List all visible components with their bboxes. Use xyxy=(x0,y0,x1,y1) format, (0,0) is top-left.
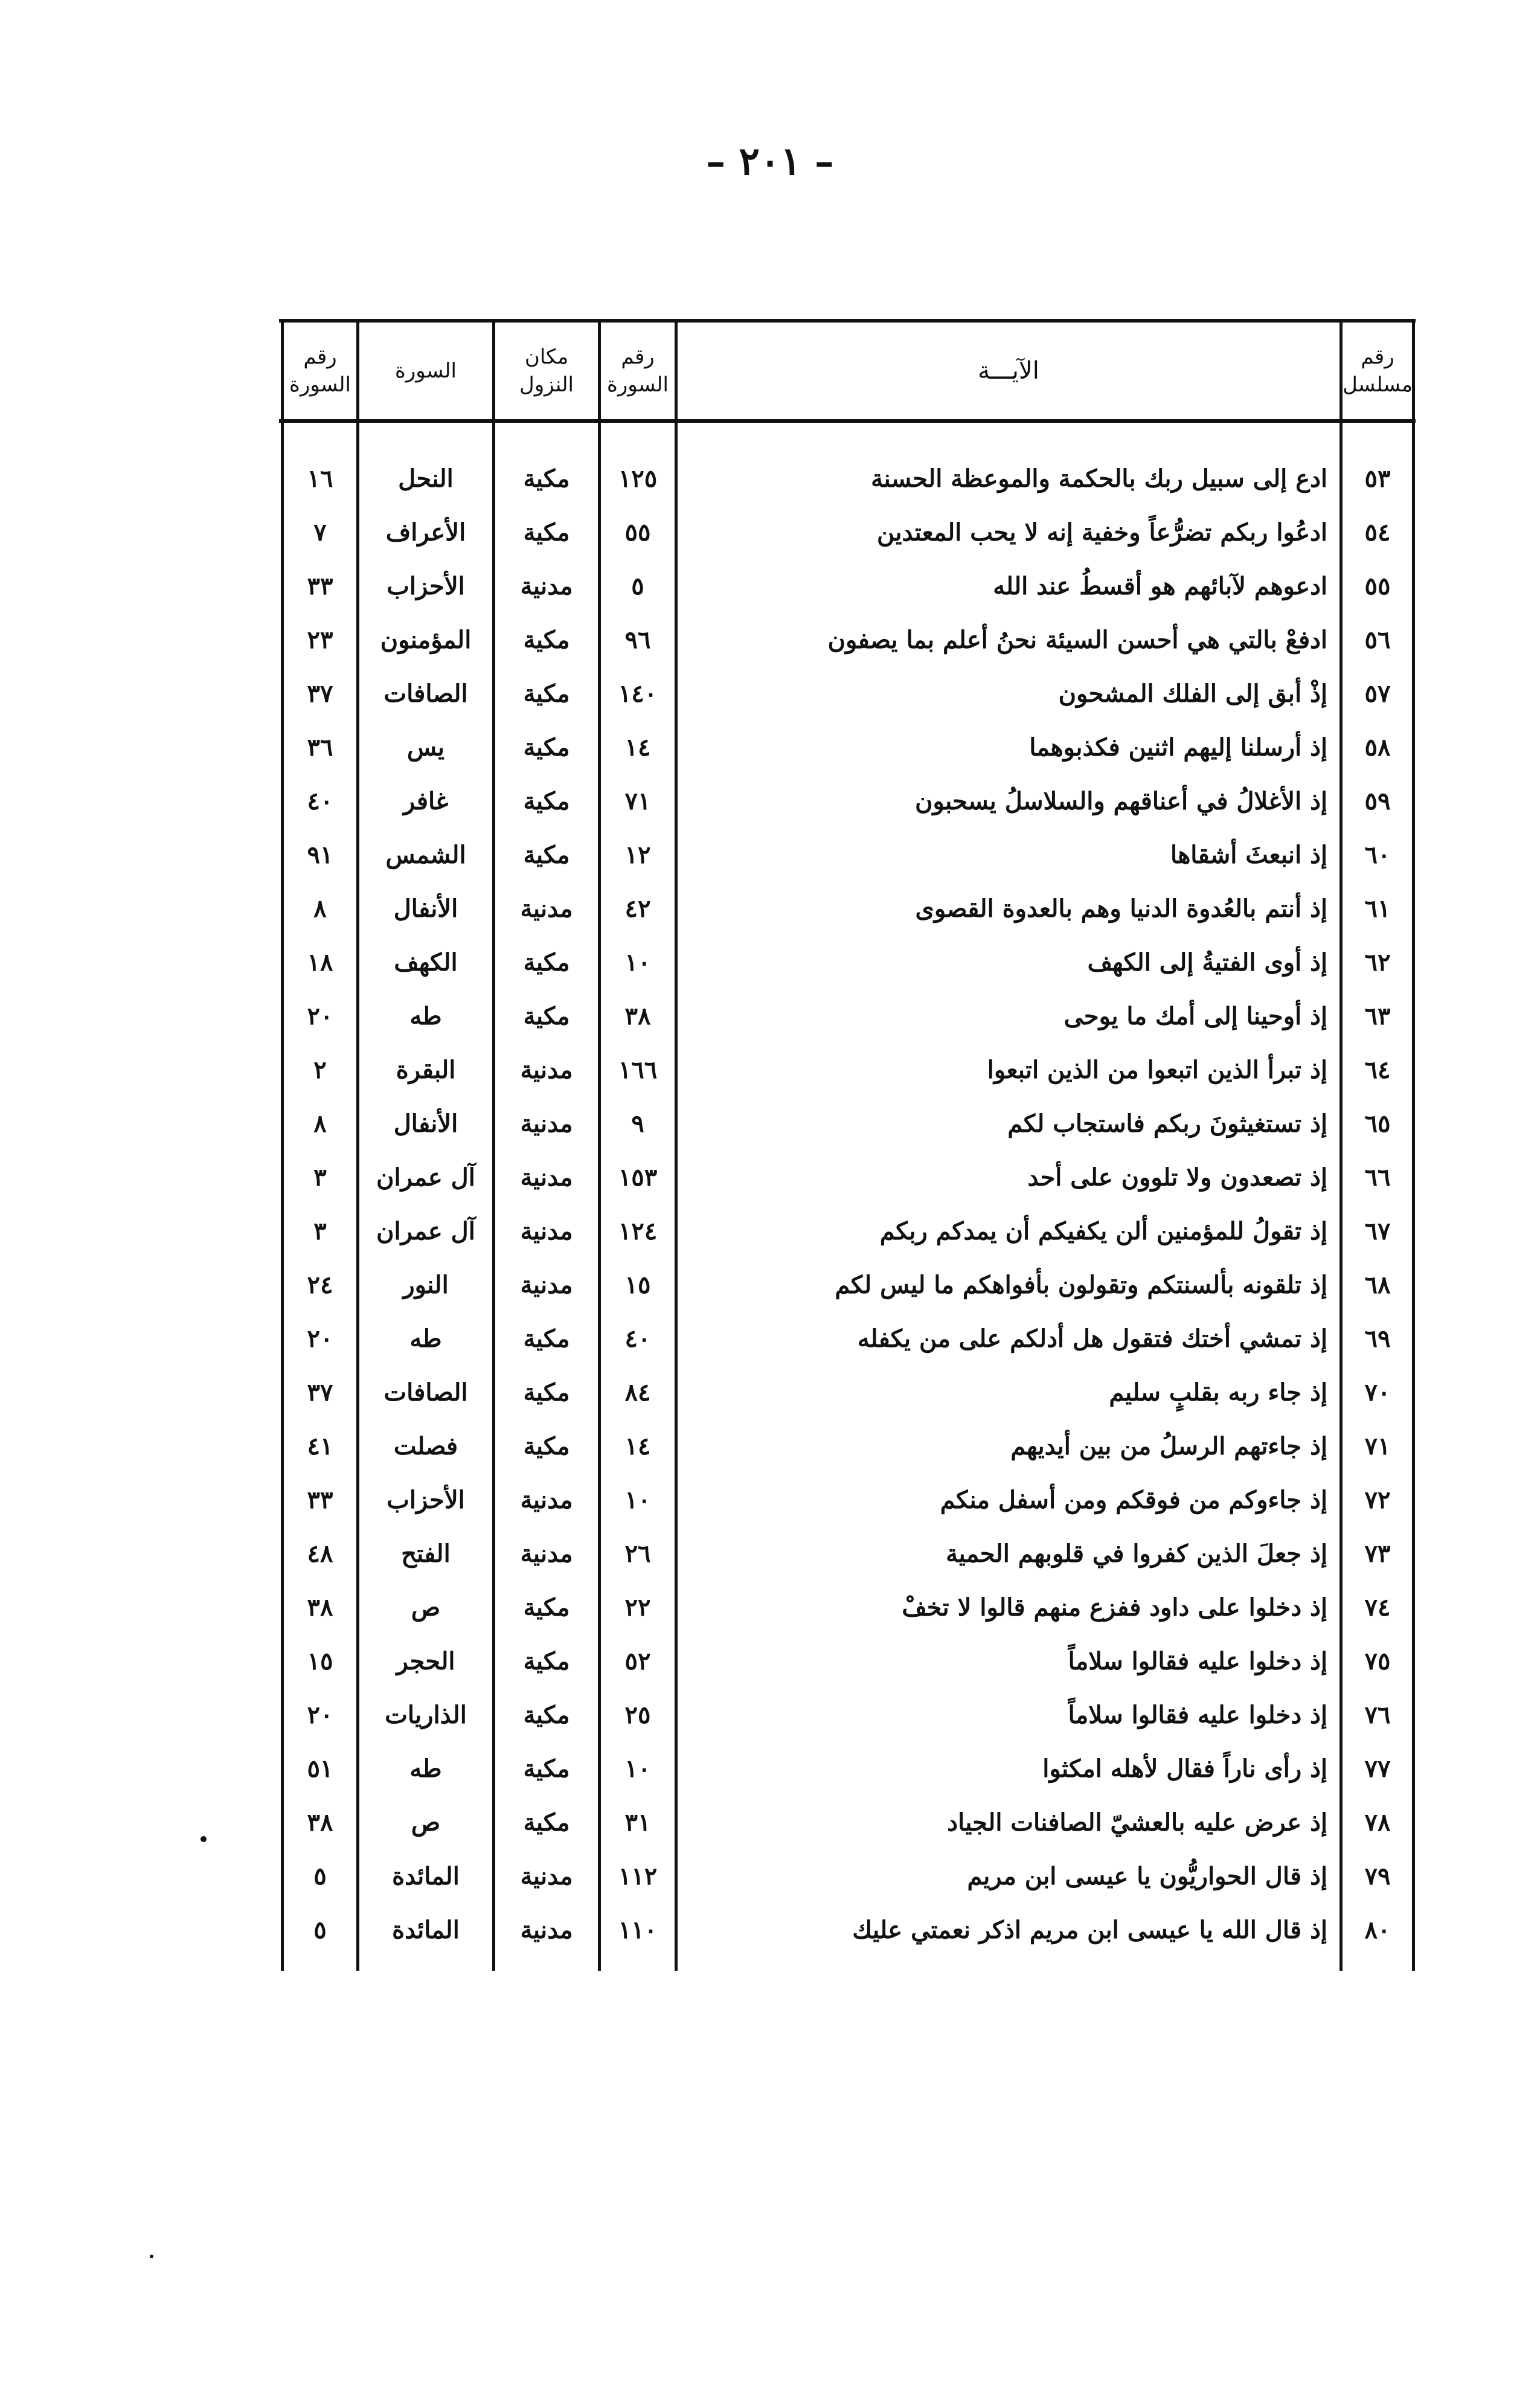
row-serial-number: ٦٨ xyxy=(1364,1271,1391,1299)
row-verse-number: ١٥ xyxy=(624,1271,651,1299)
table-row xyxy=(279,1204,1416,1258)
scan-speck xyxy=(201,1836,207,1842)
row-surah-name: النحل xyxy=(398,464,454,493)
row-serial-number: ٧٩ xyxy=(1364,1862,1391,1890)
row-surah-number: ٢٣ xyxy=(307,626,333,654)
row-verse-text: إذ تلقونه بألسنتكم وتقولون بأفواهكم ما ليس لكم xyxy=(835,1271,1327,1299)
row-revelation-place: مدنية xyxy=(520,1217,573,1245)
row-verse-number: ١٢ xyxy=(624,841,651,869)
row-surah-name: البقرة xyxy=(396,1056,456,1084)
row-verse-number: ٣٨ xyxy=(624,1002,651,1030)
row-surah-number: ٣٧ xyxy=(307,679,333,708)
row-verse-text: إذ دخلوا عليه فقالوا سلاماً xyxy=(1068,1647,1327,1675)
row-surah-number: ٣ xyxy=(313,1217,327,1245)
row-revelation-place: مكية xyxy=(523,1755,570,1783)
table-row xyxy=(279,1312,1416,1366)
row-surah-name: الحجر xyxy=(396,1647,455,1675)
row-surah-name: آل عمران xyxy=(376,1217,475,1245)
row-serial-number: ٥٩ xyxy=(1364,787,1391,815)
row-serial-number: ٦٤ xyxy=(1364,1056,1391,1084)
row-revelation-place: مدنية xyxy=(520,1916,573,1944)
row-verse-text: ادعوهم لآبائهم هو أقسطُ عند الله xyxy=(993,572,1327,600)
row-verse-number: ٥٥ xyxy=(624,518,651,547)
row-revelation-place: مكية xyxy=(523,1647,570,1675)
row-revelation-place: مدنية xyxy=(520,572,573,600)
row-verse-text: إذ تستغيثونَ ربكم فاستجاب لكم xyxy=(1007,1109,1327,1138)
row-surah-name: الأحزاب xyxy=(387,572,465,600)
row-verse-text: إذ تصعدون ولا تلوون على أحد xyxy=(1027,1163,1327,1192)
row-surah-name: الذاريات xyxy=(385,1701,467,1729)
row-verse-number: ١٥٣ xyxy=(618,1163,658,1192)
table-row xyxy=(279,1473,1416,1527)
row-serial-number: ٧٦ xyxy=(1364,1701,1391,1729)
row-serial-number: ٧٠ xyxy=(1364,1378,1391,1407)
row-revelation-place: مدنية xyxy=(520,1163,573,1192)
row-revelation-place: مكية xyxy=(523,464,570,493)
table-row xyxy=(279,936,1416,989)
row-surah-number: ٨ xyxy=(313,1109,327,1138)
row-verse-number: ١٢٥ xyxy=(618,464,658,493)
row-revelation-place: مكية xyxy=(523,1432,570,1460)
row-verse-number: ٨٤ xyxy=(624,1378,651,1407)
table-row xyxy=(279,506,1416,559)
table-row xyxy=(279,1634,1416,1688)
table-row xyxy=(279,1151,1416,1204)
scan-speck xyxy=(150,2255,153,2258)
row-surah-number: ١٥ xyxy=(307,1647,333,1675)
row-serial-number: ٦١ xyxy=(1364,894,1391,923)
table-row xyxy=(279,774,1416,828)
row-verse-number: ٥٢ xyxy=(624,1647,651,1675)
row-surah-number: ٣٣ xyxy=(307,1486,333,1514)
row-surah-number: ٣ xyxy=(313,1163,327,1192)
row-verse-number: ٢٥ xyxy=(624,1701,651,1729)
row-surah-name: الشمس xyxy=(385,841,466,869)
row-revelation-place: مدنية xyxy=(520,1056,573,1084)
row-serial-number: ٥٦ xyxy=(1364,626,1391,654)
row-serial-number: ٧٣ xyxy=(1364,1540,1391,1568)
row-surah-number: ٧ xyxy=(313,518,327,547)
row-revelation-place: مدنية xyxy=(520,894,573,923)
row-verse-text: إذ أرسلنا إليهم اثنين فكذبوهما xyxy=(1029,733,1327,762)
row-surah-name: الصافات xyxy=(383,1378,468,1407)
table-row xyxy=(279,1903,1416,1957)
row-serial-number: ٥٣ xyxy=(1364,464,1391,493)
row-revelation-place: مدنية xyxy=(520,1486,573,1514)
row-surah-number: ٥ xyxy=(313,1862,327,1890)
row-verse-number: ١٠ xyxy=(624,1755,651,1783)
row-revelation-place: مكية xyxy=(523,1701,570,1729)
row-surah-number: ١٨ xyxy=(307,948,333,977)
row-verse-text: إذ قال الحواريُّون يا عيسى ابن مريم xyxy=(967,1862,1327,1890)
table-row xyxy=(279,1688,1416,1742)
row-surah-name: المائدة xyxy=(392,1916,460,1944)
row-revelation-place: مكية xyxy=(523,841,570,869)
row-verse-text: إذ قال الله يا عيسى ابن مريم اذكر نعمتي عليك xyxy=(852,1916,1327,1944)
row-revelation-place: مكية xyxy=(523,1593,570,1622)
table-body xyxy=(279,452,1416,1957)
table-row xyxy=(279,1527,1416,1581)
row-verse-text: إذ دخلوا عليه فقالوا سلاماً xyxy=(1068,1701,1327,1729)
row-verse-number: ٧١ xyxy=(624,787,651,815)
row-verse-number: ٤٢ xyxy=(624,894,651,923)
row-verse-text: إذ عرض عليه بالعشيّ الصافنات الجياد xyxy=(947,1808,1327,1837)
row-serial-number: ٧٢ xyxy=(1364,1486,1391,1514)
row-serial-number: ٧١ xyxy=(1364,1432,1391,1460)
row-verse-number: ١١٠ xyxy=(618,1916,658,1944)
row-surah-name: المؤمنون xyxy=(380,626,472,654)
row-verse-number: ١٦٦ xyxy=(618,1056,658,1084)
row-surah-number: ٣٨ xyxy=(307,1593,333,1622)
row-surah-number: ٤١ xyxy=(307,1432,333,1460)
row-verse-text: إذ رأى ناراً فقال لأهله امكثوا xyxy=(1042,1755,1327,1783)
row-verse-text: إذ تبرأ الذين اتبعوا من الذين اتبعوا xyxy=(987,1056,1327,1084)
row-surah-name: يس xyxy=(406,733,445,762)
table-row xyxy=(279,721,1416,774)
row-serial-number: ٥٧ xyxy=(1364,679,1391,708)
row-surah-name: الأنفال xyxy=(393,1109,458,1138)
row-verse-text: ادفعْ بالتي هي أحسن السيئة نحنُ أعلم بما يصفون xyxy=(827,626,1327,654)
row-verse-number: ٢٦ xyxy=(624,1540,651,1568)
table-row xyxy=(279,882,1416,936)
row-verse-text: ادع إلى سبيل ربك بالحكمة والموعظة الحسنة xyxy=(871,464,1327,493)
row-verse-text: إذ دخلوا على داود ففزع منهم قالوا لا تخفْ xyxy=(902,1593,1327,1622)
header-surah-name: السورة xyxy=(395,359,457,383)
header-surah-number: رقم السورة xyxy=(289,345,351,397)
table-row xyxy=(279,828,1416,882)
row-serial-number: ٧٨ xyxy=(1364,1808,1391,1837)
table-row xyxy=(279,613,1416,667)
row-serial-number: ٦٥ xyxy=(1364,1109,1391,1138)
row-verse-text: إذْ أبق إلى الفلك المشحون xyxy=(1058,679,1327,708)
row-surah-number: ٢ xyxy=(313,1056,327,1084)
row-verse-text: إذ أوى الفتيةُ إلى الكهف xyxy=(1087,948,1327,977)
table-row xyxy=(279,1796,1416,1849)
row-verse-number: ٩٦ xyxy=(624,626,651,654)
row-verse-number: ١٢٤ xyxy=(618,1217,658,1245)
row-surah-name: ص xyxy=(411,1593,441,1622)
table-header xyxy=(279,319,1416,423)
row-verse-number: ١٠ xyxy=(624,1486,651,1514)
row-surah-name: طه xyxy=(409,1002,442,1030)
row-revelation-place: مدنية xyxy=(520,1109,573,1138)
row-surah-number: ٨ xyxy=(313,894,327,923)
page-number: – ٢٠١ – xyxy=(706,139,834,184)
table-row xyxy=(279,1581,1416,1634)
row-revelation-place: مدنية xyxy=(520,1540,573,1568)
row-revelation-place: مكية xyxy=(523,1808,570,1837)
row-revelation-place: مكية xyxy=(523,948,570,977)
table-row xyxy=(279,1097,1416,1151)
row-serial-number: ٥٤ xyxy=(1364,518,1391,547)
table-row xyxy=(279,1366,1416,1419)
table-row xyxy=(279,1419,1416,1473)
row-surah-number: ٩١ xyxy=(307,841,333,869)
row-verse-text: إذ جاءتهم الرسلُ من بين أيديهم xyxy=(1010,1432,1327,1460)
header-verse-number: رقم السورة xyxy=(607,345,669,397)
row-verse-number: ١٤ xyxy=(624,733,651,762)
row-surah-number: ١٦ xyxy=(307,464,333,493)
row-surah-number: ٣٨ xyxy=(307,1808,333,1837)
row-verse-number: ٣١ xyxy=(624,1808,651,1837)
row-verse-number: ١٤٠ xyxy=(618,679,658,708)
header-serial: رقم مسلسل xyxy=(1343,345,1413,397)
row-serial-number: ٦٠ xyxy=(1364,841,1391,869)
row-revelation-place: مدنية xyxy=(520,1862,573,1890)
row-surah-name: طه xyxy=(409,1755,442,1783)
row-verse-text: إذ أوحينا إلى أمك ما يوحى xyxy=(1064,1002,1327,1030)
row-surah-name: الأعراف xyxy=(385,518,466,547)
row-surah-number: ٤٨ xyxy=(307,1540,333,1568)
row-verse-text: إذ انبعثَ أشقاها xyxy=(1170,841,1327,869)
table-row xyxy=(279,452,1416,506)
row-surah-name: الكهف xyxy=(394,948,458,977)
row-surah-number: ٥ xyxy=(313,1916,327,1944)
row-surah-number: ٣٦ xyxy=(307,733,333,762)
row-surah-name: الأنفال xyxy=(393,894,458,923)
row-serial-number: ٥٥ xyxy=(1364,572,1391,600)
row-surah-name: النور xyxy=(403,1271,449,1299)
row-revelation-place: مكية xyxy=(523,1325,570,1353)
table-row xyxy=(279,1742,1416,1796)
row-revelation-place: مكية xyxy=(523,1378,570,1407)
row-verse-text: إذ جاءوكم من فوقكم ومن أسفل منكم xyxy=(940,1486,1327,1514)
row-serial-number: ٧٥ xyxy=(1364,1647,1391,1675)
row-revelation-place: مكية xyxy=(523,733,570,762)
row-verse-number: ١١٢ xyxy=(618,1862,658,1890)
row-surah-name: آل عمران xyxy=(376,1163,475,1192)
row-serial-number: ٦٦ xyxy=(1364,1163,1391,1192)
row-serial-number: ٦٣ xyxy=(1364,1002,1391,1030)
row-serial-number: ٥٨ xyxy=(1364,733,1391,762)
row-verse-number: ٥ xyxy=(631,572,644,600)
row-serial-number: ٦٢ xyxy=(1364,948,1391,977)
verse-index-table xyxy=(279,319,1416,1944)
row-verse-text: إذ تمشي أختك فتقول هل أدلكم على من يكفله xyxy=(857,1325,1327,1353)
row-surah-name: ص xyxy=(411,1808,441,1837)
row-serial-number: ٧٧ xyxy=(1364,1755,1391,1783)
row-surah-name: الفتح xyxy=(401,1540,451,1568)
row-surah-number: ٤٠ xyxy=(307,787,333,815)
row-serial-number: ٦٧ xyxy=(1364,1217,1391,1245)
row-verse-text: إذ جاء ربه بقلبٍ سليم xyxy=(1109,1378,1327,1407)
row-surah-name: طه xyxy=(409,1325,442,1353)
row-surah-name: غافر xyxy=(403,787,449,815)
row-verse-text: ادعُوا ربكم تضرُّعاً وخفية إنه لا يحب المعتدين xyxy=(876,518,1327,547)
row-surah-number: ٣٧ xyxy=(307,1378,333,1407)
table-row xyxy=(279,1043,1416,1097)
row-revelation-place: مدنية xyxy=(520,1271,573,1299)
row-surah-number: ٢٤ xyxy=(307,1271,333,1299)
row-revelation-place: مكية xyxy=(523,626,570,654)
table-row xyxy=(279,559,1416,613)
row-surah-number: ٥١ xyxy=(307,1755,333,1783)
row-revelation-place: مكية xyxy=(523,1002,570,1030)
row-revelation-place: مكية xyxy=(523,518,570,547)
row-verse-text: إذ تقولُ للمؤمنين ألن يكفيكم أن يمدكم ربكم xyxy=(879,1217,1327,1245)
row-verse-number: ٩ xyxy=(631,1109,644,1138)
row-surah-name: الصافات xyxy=(383,679,468,708)
row-surah-number: ٣٣ xyxy=(307,572,333,600)
row-revelation-place: مكية xyxy=(523,787,570,815)
row-verse-number: ٢٢ xyxy=(624,1593,651,1622)
row-surah-number: ٢٠ xyxy=(307,1701,333,1729)
row-verse-number: ١٤ xyxy=(624,1432,651,1460)
row-surah-name: الأحزاب xyxy=(387,1486,465,1514)
row-surah-number: ٢٠ xyxy=(307,1002,333,1030)
row-verse-number: ٤٠ xyxy=(624,1325,651,1353)
row-verse-text: إذ أنتم بالعُدوة الدنيا وهم بالعدوة القصوى xyxy=(915,894,1327,923)
row-serial-number: ٨٠ xyxy=(1364,1916,1391,1944)
row-verse-number: ١٠ xyxy=(624,948,651,977)
row-revelation-place: مكية xyxy=(523,679,570,708)
table-row xyxy=(279,989,1416,1043)
row-verse-text: إذ الأغلالُ في أعناقهم والسلاسلُ يسحبون xyxy=(915,787,1327,815)
row-serial-number: ٦٩ xyxy=(1364,1325,1391,1353)
header-verse: الآيـــة xyxy=(978,357,1039,385)
row-surah-name: المائدة xyxy=(392,1862,460,1890)
table-row xyxy=(279,1258,1416,1312)
row-serial-number: ٧٤ xyxy=(1364,1593,1391,1622)
header-revelation-place: مكان النزول xyxy=(519,345,574,397)
table-row xyxy=(279,1849,1416,1903)
row-surah-name: فصلت xyxy=(393,1432,458,1460)
row-surah-number: ٢٠ xyxy=(307,1325,333,1353)
table-row xyxy=(279,667,1416,721)
row-verse-text: إذ جعلَ الذين كفروا في قلوبهم الحمية xyxy=(946,1540,1327,1568)
